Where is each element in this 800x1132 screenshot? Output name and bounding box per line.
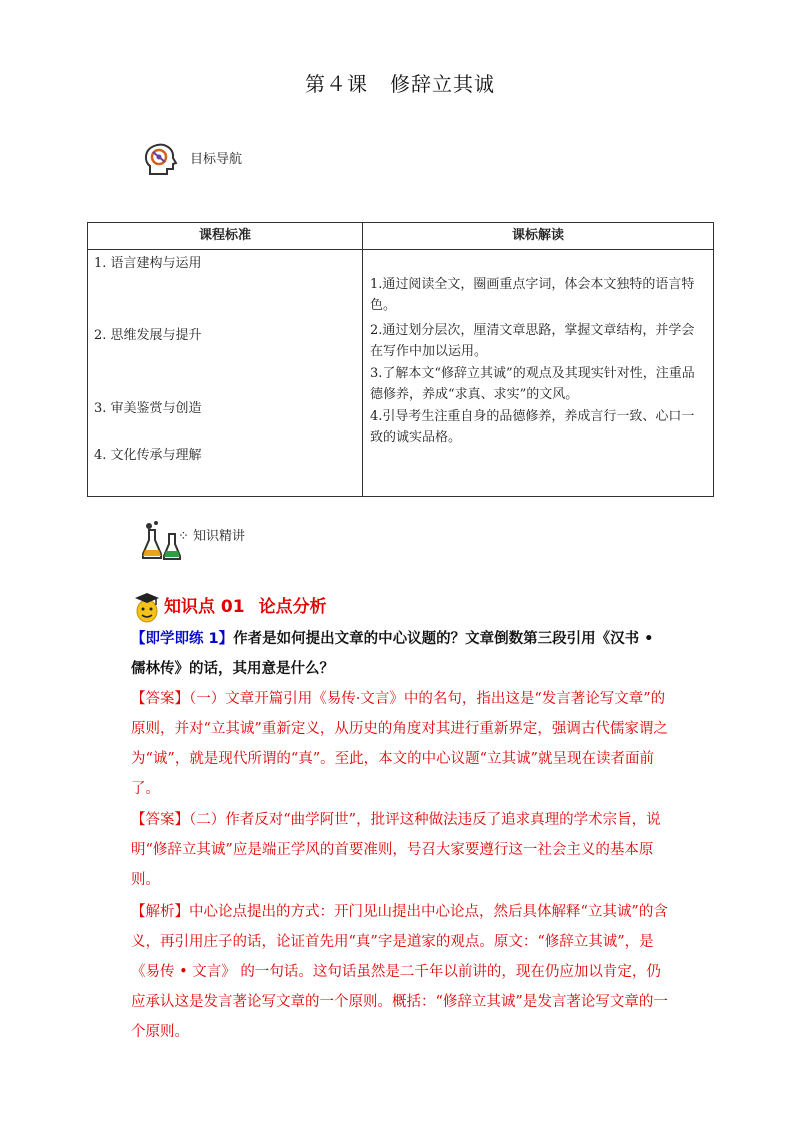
answer-text: （一）文章开篇引用《易传·文言》中的名句，指出这是“发言著论写文章”的原则，并对“立其诚”重新定义，从历史的角度对其进行重新界定，强调古代儒家谓之为“诚”，就是现代所谓的“真”。至此，本文的中心议题“立其诚”就呈现在读者面前了。: [131, 691, 668, 797]
course-standards-table: [87, 222, 714, 497]
standard-item: 2. 思维发展与提升: [94, 328, 202, 343]
analysis-paragraph: [131, 897, 671, 1047]
interpretation-item: 3.了解本文“修辞立其诚”的观点及其现实针对性，注重品德修养，养成“求真、求实”的文风。: [370, 366, 695, 402]
answer-paragraph: [131, 805, 671, 895]
standard-item: 4. 文化传承与理解: [94, 448, 202, 463]
lesson-title: 修辞立其诚: [390, 72, 495, 96]
question-text: 作者是如何提出文章的中心议题的？文章倒数第三段引用《汉书 • 儒林传》的话，其用意是什么？: [131, 631, 654, 677]
interpretation-item: 4.引导考生注重自身的品德修养，养成言行一致、心口一致的诚实品格。: [370, 409, 695, 445]
knowledge-point-topic: 论点分析: [258, 597, 327, 617]
standard-item: 1. 语言建构与运用: [94, 256, 202, 271]
knowledge-label-text: 知识精讲: [193, 529, 246, 544]
interpretation-item: 1.通过阅读全文，圈画重点字词，体会本文独特的语言特色。: [370, 277, 695, 313]
graduate-mascot-icon: [132, 590, 162, 624]
standard-item: 3. 审美鉴赏与创造: [94, 401, 202, 416]
answer-paragraph: [131, 684, 671, 804]
head-gears-icon: [140, 140, 182, 182]
knowledge-label: ⁘ 知识精讲: [178, 529, 246, 544]
analysis-tag: 【解析】: [131, 904, 189, 920]
answer-text: （二）作者反对“曲学阿世”，批评这种做法违反了追求真理的学术宗旨，说明“修辞立其诚”应是端正学风的首要准则，号召大家要遵行这一社会主义的基本原则。: [131, 812, 661, 888]
question-tag: 【即学即练 1】: [131, 631, 234, 647]
standards-cell: [88, 250, 363, 497]
table-header: 课程标准: [88, 223, 363, 250]
knowledge-point-label: 知识点 01: [164, 597, 245, 617]
answer-tag: 【答案】: [131, 691, 189, 707]
knowledge-point-heading: [164, 592, 327, 617]
analysis-text: 中心论点提出的方式：开门见山提出中心论点，然后具体解释“立其诚”的含义，再引用庄子的话，论证首先用“真”字是道家的观点。原文：“修辞立其诚”，是《易传 • 文言》 的一句话。这句话虽然是二千年以前讲的，现在仍应加以肯定，仍应承认这是发言著论写文章的一个原则。概括：“修辞立其诚”是发言著论写文章的一个原则。: [131, 904, 668, 1040]
lesson-number: 第４课: [305, 72, 368, 96]
answer-tag: 【答案】: [131, 812, 189, 828]
goal-nav-label: 目标导航: [190, 152, 243, 167]
page-title: [0, 68, 800, 97]
practice-question: [131, 624, 671, 684]
table-header: 课标解读: [363, 223, 714, 250]
interpretations-cell: [363, 250, 714, 497]
interpretation-item: 2.通过划分层次，厘清文章思路，掌握文章结构，并学会在写作中加以运用。: [370, 323, 695, 359]
